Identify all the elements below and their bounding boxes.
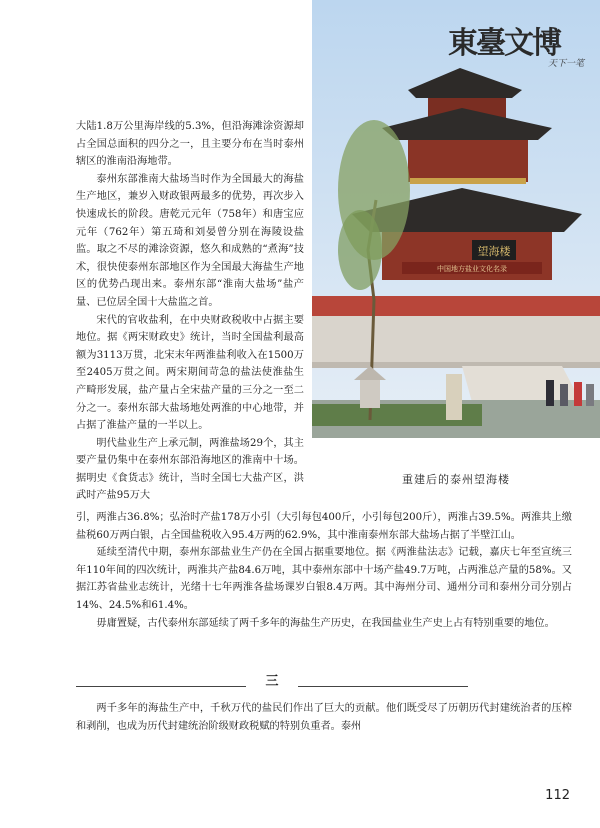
paragraph-2: 泰州东部淮南大盐场当时作为全国最大的海盐生产地区，兼岁入财政银两最多的优势，再次步入快速成长的阶段。唐乾元元年（758年）和唐宝应元年（762年）第五琦和刘晏曾分别在海陵设盐监。取之不尽的滩涂资源，悠久和成熟的“煮海”技术，很快使泰州东部地区作为全国最大海盐生产地区的优势凸现出来。泰州东部“淮南大盐场”盐产量、已位居全国十大盐监之首。 bbox=[76, 173, 304, 308]
paragraph-4-continued: 引，两淮占36.8%；弘治时产盐178万小引（大引每包400斤，小引每包200斤），两淮占39.5%。两淮共上缴盐税60万两白银，占全国盐税收入95.4万两的62.9%，其中淮南泰州东部大盐场占据了半壁江山。 bbox=[76, 512, 572, 541]
section-divider bbox=[76, 670, 468, 688]
calligraphy-signature: 天下一笔 bbox=[547, 59, 584, 69]
paragraph-3: 宋代的官收盐利，在中央财政税收中占据主要地位。据《两宋财政史》统计，当时全国盐利最高额为3113万贯，北宋末年两淮盐利收入在1500万至2405万贯之间。两宋期间苛急的盐法使淮盐生产畸形发展，盐产量占全宋盐产量的三分之一至二分之一。泰州东部大盐场地处两淮的中心地带，并占据了淮盐产量的一半以上。 bbox=[76, 314, 304, 432]
paragraph-5: 延续至清代中期，泰州东部盐业生产仍在全国占据重要地位。据《两淮盐法志》记载，嘉庆七年至宣统三年110年间的四次统计，两淮共产盐84.6万吨，其中泰州东部中十场产盐49.7万吨，占两淮总产量的58%。又据江苏省盐业志统计，光绪十七年两淮各盐场课岁白银8.4万两。其中海州分司、通州分司和泰州分司分别占14%、24.5%和61.4%。 bbox=[76, 547, 572, 611]
tower-photo bbox=[312, 0, 600, 438]
tower-banner-text: 中国地方盐业文化名录 bbox=[437, 265, 507, 273]
paragraph-6: 毋庸置疑，古代泰州东部延续了两千多年的海盐生产历史，在我国盐业生产史上占有特别重要的地位。 bbox=[96, 617, 555, 629]
tower-plaque-text: 望海楼 bbox=[477, 245, 511, 258]
photo-caption: 重建后的泰州望海楼 bbox=[402, 473, 510, 486]
full-width-text bbox=[76, 509, 572, 632]
paragraph-7: 两千多年的海盐生产中，千秋万代的盐民们作出了巨大的贡献。他们既受尽了历朝历代封建统治者的压榨和剥削，也成为历代封建统治阶级财政税赋的特别负重者。泰州 bbox=[76, 703, 572, 732]
paragraph-1: 大陆1.8万公里海岸线的5.3%，但沿海滩涂资源却占全国总面积的四分之一，且主要分布在当时泰州辖区的淮南沿海地带。 bbox=[76, 121, 304, 168]
divider-line-right bbox=[298, 686, 468, 687]
section-number: 三 bbox=[265, 674, 279, 689]
paragraph-4: 明代盐业生产上承元制，两淮盐场29个，其主要产量仍集中在泰州东部沿海地区的淮南中十场。据明史《食货志》统计，当时全国七大盐产区，洪武时产盐95万大 bbox=[76, 437, 304, 502]
section-three-text bbox=[76, 700, 572, 735]
left-column bbox=[76, 118, 304, 505]
calligraphy-title: 東臺文博 bbox=[448, 26, 560, 61]
page-number: 112 bbox=[545, 788, 570, 803]
